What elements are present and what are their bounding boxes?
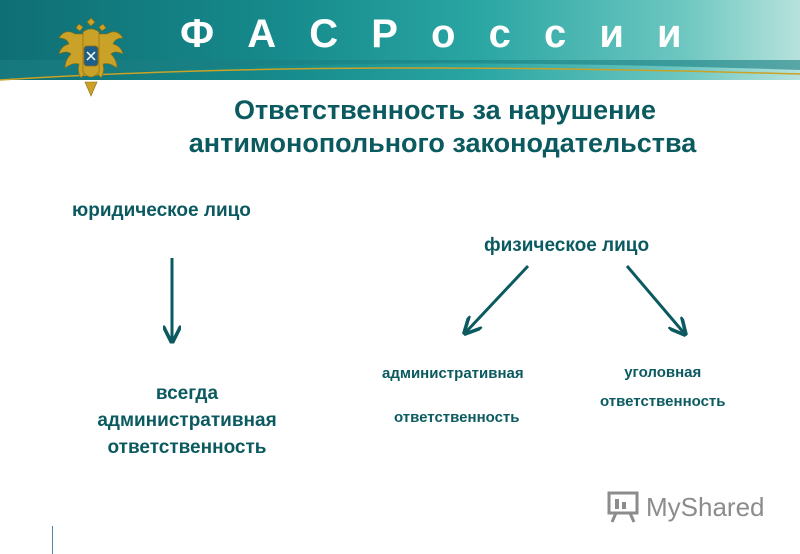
criminal-line2: ответственность	[600, 393, 726, 410]
criminal-liability-label	[600, 358, 726, 416]
watermark	[606, 490, 765, 524]
presentation-board-icon	[606, 490, 640, 524]
criminal-line1: уголовная	[624, 364, 702, 381]
legal-entity-result	[62, 380, 312, 461]
arrow-individual-to-criminal	[627, 266, 684, 333]
watermark-text: MyShared	[646, 491, 765, 522]
legal-result-line1: всегда	[155, 383, 219, 404]
admin-line2: ответственность	[394, 409, 520, 426]
slide-title-line1: Ответственность за нарушение	[233, 95, 657, 125]
double-headed-eagle-emblem-icon	[55, 12, 127, 104]
left-edge-line	[52, 526, 53, 554]
legal-result-line3: ответственность	[107, 437, 267, 458]
legal-entity-label: юридическое лицо	[72, 200, 251, 221]
admin-line1: административная	[382, 365, 524, 382]
arrow-individual-to-admin	[466, 266, 528, 332]
slide-title	[0, 94, 800, 160]
administrative-liability-label	[382, 352, 524, 440]
header-title: Ф А С Р о с с и и	[180, 12, 693, 56]
individual-label: физическое лицо	[484, 235, 650, 256]
slide-title-line2: антимонопольного законодательства	[188, 128, 697, 158]
legal-result-line2: административная	[97, 410, 277, 431]
